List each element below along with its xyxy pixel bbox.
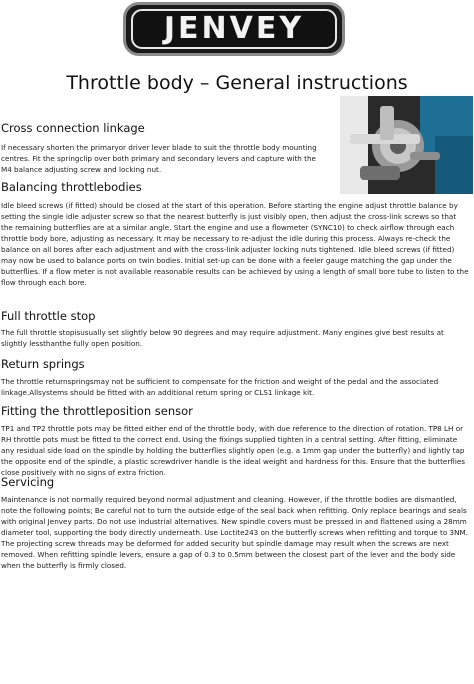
page-title: Throttle body – General instructions	[66, 72, 408, 94]
logo-text: JENVEY	[163, 11, 305, 46]
section-body-cross-connection-linkage: If necessary shorten the primaryor driver lever blade to suit the throttle body mounting centres. Fit the springclip over both primary and secondary levers and capture with the M4 balance adjusting screw and locking nut.	[1, 143, 317, 174]
jenvey-logo	[123, 2, 345, 56]
section-heading-full-throttle-stop: Full throttle stop	[1, 309, 96, 323]
logo-badge	[131, 9, 337, 49]
section-body-fitting-throttle-position-sensor: TP1 and TP2 throttle pots may be fitted either end of the throttle body, with due reference to the direction of rotation. TP8 LH or RH throttle pots must be fitted to the correct end. Using the fixings supplied tighten in a central setting. After fitting, eliminate any residual side load on the spindle by holding the butterflies slightly open (e.g. a 1mm gap under the butterfly) and lightly tap the opposite end of the spindle, a plastic screwdriver handle is the ideal weight and hardness for this. Ensure that the butterflies close positively with no signs of extra friction.	[1, 424, 465, 477]
section-heading-balancing-throttlebodies: Balancing throttlebodies	[1, 180, 142, 194]
section-body-full-throttle-stop: The full throttle stopisusually set slightly below 90 degrees and may require adjustment. Many engines give best results at slightly lessthanthe fully open position.	[1, 328, 444, 348]
section-body-balancing-throttlebodies: Idle bleed screws (if fitted) should be closed at the start of this operation. Before starting the engine adjust throttle balance by setting the single idle adjuster screw so that the nearest butterfly is just visibly open, then adjust the cross-link screws so that the remaining butterflies are at a similar angle. Start the engine and use a flowmeter (SYNC10) to check airflow through each throttle body bore, adjusting as necessary. It may be necessary to re-adjust the idle during this process. Always re-check the balance on all bores after each adjustment and with the cross-link adjuster locking nuts tightened. Idle bleed screws (if fitted) may now be used to balance ports on twin bodies. Initial set-up can be done with a feeler gauge matching the gap under the butterflies. If a flow meter is not available reasonable results can be achieved by using a length of small bore tube to listen to the flow through each bore.	[1, 201, 469, 287]
section-heading-cross-connection-linkage: Cross connection linkage	[1, 121, 145, 135]
section-heading-return-springs: Return springs	[1, 357, 85, 371]
section-body-return-springs: The throttle returnspringsmay not be sufficient to compensate for the friction and weight of the pedal and the associated linkage.Allsystems should be fitted with an additional return spring or CLS1 linkage kit.	[1, 377, 439, 397]
throttle-linkage-photo	[340, 96, 473, 194]
section-heading-fitting-throttle-position-sensor: Fitting the throttleposition sensor	[1, 404, 193, 418]
section-heading-servicing: Servicing	[1, 475, 55, 489]
section-body-servicing: Maintenance is not normally required beyond normal adjustment and cleaning. However, if the throttle bodies are dismantled, note the following points; Be careful not to turn the outside edge of the seal back when refitting. Only replace bearings and seals with original Jenvey parts. Do not use industrial alternatives. New spindle covers must be pressed in and flattened using a 28mm diameter tool, supporting the body directly underneath. Use Loctite243 on the butterfly screws when refitting and torque to 3NM. The projecting screw threads may be deformed for added security but spindle damage may result when the screws are next removed. When refitting spindle levers, ensure a gap of 0.3 to 0.5mm between the closest part of the lever and the body side when the butterfly is firmly closed.	[1, 495, 468, 570]
